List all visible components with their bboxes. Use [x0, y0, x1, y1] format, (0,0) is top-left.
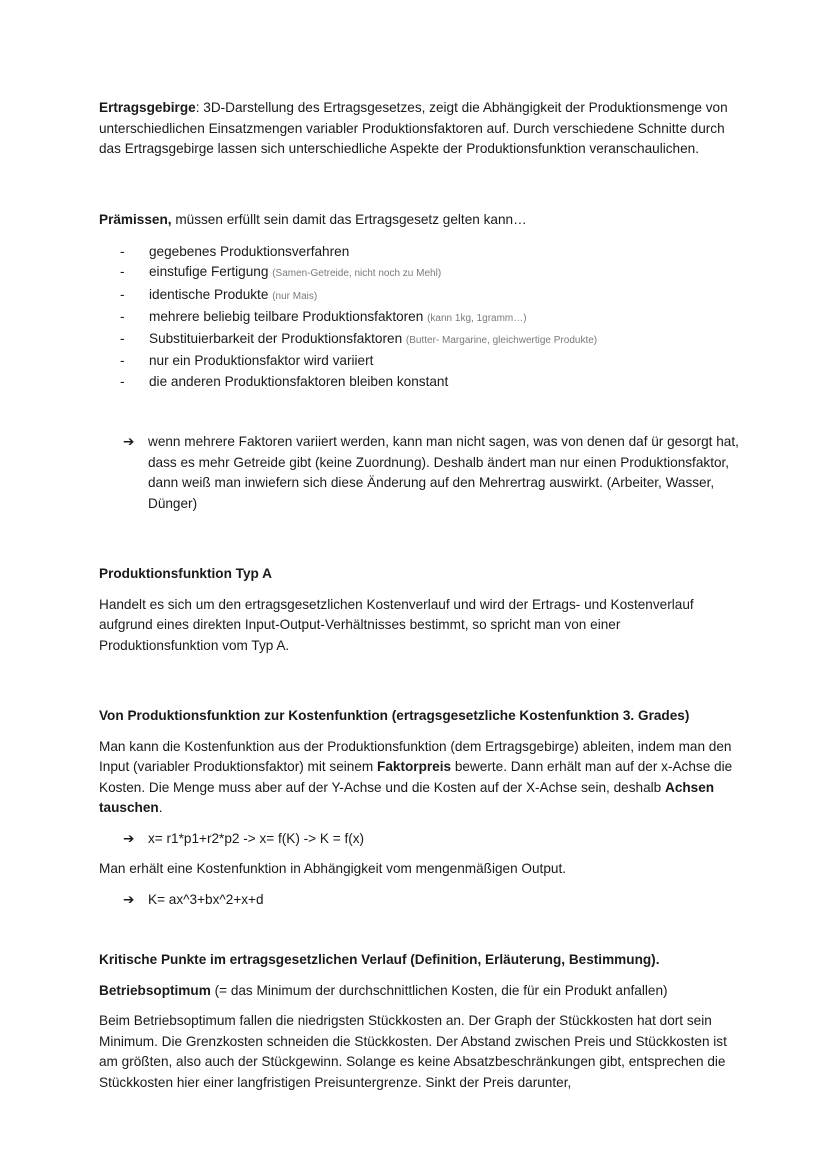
list-item: - Substituierbarkeit der Produktionsfaktoren (Butter- Margarine, gleichwertige Produkte) [99, 329, 739, 351]
heading-typ-a: Produktionsfunktion Typ A [99, 566, 272, 582]
list-item-note: (Samen-Getreide, nicht noch zu Mehl) [272, 268, 442, 280]
list-item: - identische Produkte (nur Mais) [99, 285, 739, 307]
spacer [99, 514, 739, 564]
list-item: - die anderen Produktionsfaktoren bleiben konstant [99, 372, 739, 392]
formula-1: x= r1*p1+r2*p2 -> x= f(K) -> K = f(x) [148, 830, 365, 846]
arrow-right-icon: ➔ [123, 891, 135, 907]
term-faktorpreis: Faktorpreis [377, 759, 452, 775]
arrow-right-icon: ➔ [123, 830, 135, 846]
term-praemissen: Prämissen, [99, 211, 172, 227]
paragraph-praemissen [99, 210, 739, 231]
paragraph-betriebsoptimum: Beim Betriebsoptimum fallen die niedrigsten Stückkosten an. Der Graph der Stückkosten hat dort sein Minimum. Die Grenzkosten schneiden die Stückkosten. Der Abstand zwischen Preis und Stückkosten ist am größten, also auch der Stückgewinn. Solange es keine Absatzbeschränkungen gibt, entsprechen die Stückkosten hier einer langfristigen Preisuntergrenze. Sinkt der Preis darunter, [99, 1013, 727, 1090]
spacer [99, 160, 739, 210]
definition-ertragsgebirge: : 3D-Darstellung des Ertragsgesetzes, zeigt die Abhängigkeit der Produktionsmenge von unterschiedlichen Einsatzmengen variabler Produktionsfaktoren auf. Durch verschiedene Schnitte durch das Ertragsgebirge lassen sich unterschiedliche Aspekte der Produktionsfunktion veranschaulichen. [99, 100, 728, 156]
paragraph-kostenfunktion: Man kann die Kostenfunktion aus der Produktionsfunktion (dem Ertragsgebirge) ableiten, indem man den Input (variabler Produktionsfaktor) mit seinem Faktorpreis bewerte. Dann erhält man auf der x-Achse die Kosten. Die Menge muss aber auf der Y-Achse und die Kosten auf der X-Achse sein, deshalb Achsen tauschen. [99, 738, 733, 816]
term-achsen-tauschen: Achsen tauschen [99, 779, 715, 816]
spacer [99, 392, 739, 432]
conclusion-text: wenn mehrere Faktoren variiert werden, kann man nicht sagen, was von denen daf ür gesorgt hat, dass es mehr Getreide gibt (keine Zuordnung). Deshalb ändert man nur einen Produktionsfaktor, dann weiß man inwiefern sich diese Änderung auf den Mehrertrag auswirkt. (Arbeiter, Wasser, Dünger) [148, 434, 739, 511]
formula-row-2 [99, 890, 739, 911]
spacer [99, 656, 739, 706]
term-ertragsgebirge: Ertragsgebirge [99, 100, 196, 115]
paragraph-ertragsgebirge [99, 98, 739, 160]
praemissen-list [99, 242, 739, 392]
list-item: - einstufige Fertigung (Samen-Getreide, nicht noch zu Mehl) [99, 262, 739, 284]
heading-kritische-punkte: Kritische Punkte im ertragsgesetzlichen Verlauf (Definition, Erläuterung, Bestimmung). [99, 952, 660, 968]
list-item-note: (kann 1kg, 1gramm…) [427, 312, 527, 324]
formula-row-1 [99, 829, 739, 850]
list-item: - mehrere beliebig teilbare Produktionsfaktoren (kann 1kg, 1gramm…) [99, 307, 739, 329]
list-item-note: (nur Mais) [272, 290, 318, 302]
intro-praemissen: müssen erfüllt sein damit das Ertragsgesetz gelten kann… [171, 211, 527, 227]
list-item: - nur ein Produktionsfaktor wird variiert [99, 351, 739, 371]
list-item: - gegebenes Produktionsverfahren [99, 242, 739, 262]
spacer [99, 849, 739, 859]
spacer [99, 880, 739, 890]
paragraph-typ-a: Handelt es sich um den ertragsgesetzlichen Kostenverlauf und wird der Ertrags- und Kostenverlauf aufgrund eines direkten Input-Output-Verhältnisses bestimmt, so spricht man von einer Produktionsfunktion vom Typ A. [99, 596, 694, 653]
formula-2: K= ax^3+bx^2+x+d [148, 891, 264, 907]
paragraph-kostenfunktion-output: Man erhält eine Kostenfunktion in Abhängigkeit vom mengenmäßigen Output. [99, 861, 567, 877]
spacer [99, 910, 739, 950]
paragraph-betriebsoptimum-def: Betriebsoptimum (= das Minimum der durchschnittlichen Kosten, die für ein Produkt anfallen) [99, 982, 668, 998]
document-body [99, 98, 739, 1093]
conclusion-praemissen [99, 432, 739, 514]
spacer [99, 819, 739, 829]
list-item-note: (Butter- Margarine, gleichwertige Produkte) [405, 335, 598, 347]
heading-kostenfunktion: Von Produktionsfunktion zur Kostenfunktion (ertragsgesetzliche Kostenfunktion 3. Grades) [99, 708, 690, 724]
arrow-right-icon: ➔ [123, 434, 135, 450]
term-betriebsoptimum: Betriebsoptimum [99, 982, 211, 998]
